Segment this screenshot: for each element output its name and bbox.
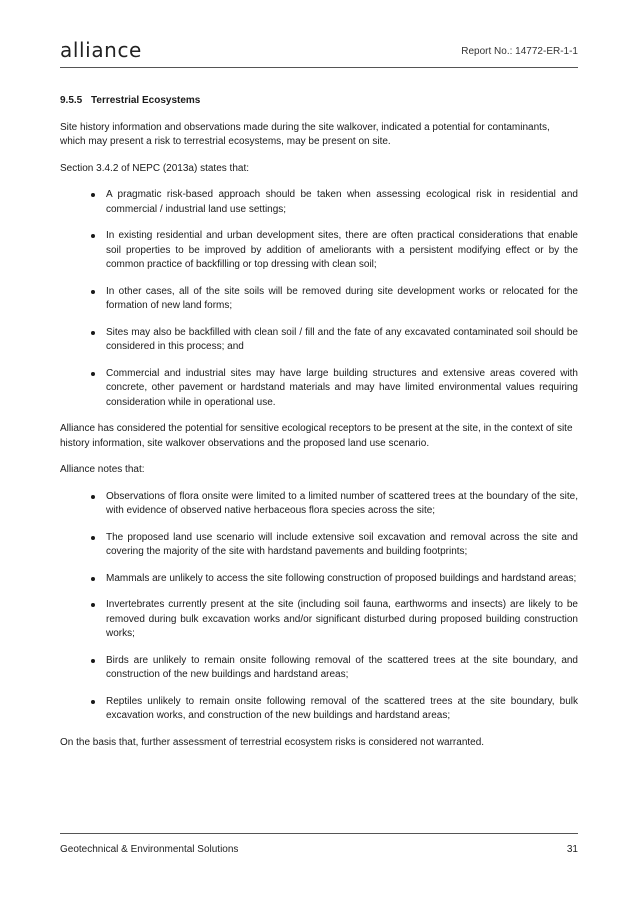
list-item: In other cases, all of the site soils will be removed during site development works or relocated for the formation of new land forms; xyxy=(106,285,578,314)
alliance-logo: alliance xyxy=(60,38,142,62)
nepc-bullet-list xyxy=(60,188,578,410)
section-heading xyxy=(60,94,578,109)
nepc-paragraph: Section 3.4.2 of NEPC (2013a) states that: xyxy=(60,162,249,174)
list-item: Birds are unlikely to remain onsite following removal of the scattered trees at the site boundary, and construction of the new buildings and hardstand areas; xyxy=(106,654,578,683)
list-item: Sites may also be backfilled with clean soil / fill and the fate of any excavated contaminated soil should be considered in this process; and xyxy=(106,326,578,355)
conclusion-paragraph: On the basis that, further assessment of terrestrial ecosystem risks is considered not warranted. xyxy=(60,736,485,748)
list-item: The proposed land use scenario will include extensive soil excavation and removal across the site and covering the majority of the site with hardstand pavements and building footprints; xyxy=(106,531,578,560)
notes-paragraph: Alliance notes that: xyxy=(60,464,145,475)
section-title: Terrestrial Ecosystems xyxy=(91,95,201,106)
list-item: A pragmatic risk-based approach should be taken when assessing ecological risk in residential and commercial / industrial land use settings; xyxy=(106,188,578,217)
list-item: Commercial and industrial sites may have large building structures and extensive areas covered with concrete, other pavement or hardstand materials and may have limited environmental values requiring consideration while in operational use. xyxy=(106,367,578,411)
list-item: Invertebrates currently present at the site (including soil fauna, earthworms and insects) are likely to be removed during bulk excavation works and/or significant disturbed during proposed building construction works; xyxy=(106,598,578,642)
intro-paragraph: Site history information and observations made during the site walkover, indicated a potential for contaminants, which may present a risk to terrestrial ecosystems, may be present on site. xyxy=(60,121,550,147)
considered-paragraph: Alliance has considered the potential for sensitive ecological receptors to be present at the site, in the context of site history information, site walkover observations and the proposed land use scenario. xyxy=(60,423,573,449)
footer-divider xyxy=(60,833,578,834)
list-item: Reptiles unlikely to remain onsite following removal of the scattered trees at the site boundary, bulk excavation works, and construction of the new buildings and hardstand areas; xyxy=(106,695,578,724)
report-number: Report No.: 14772-ER-1-1 xyxy=(461,46,578,57)
section-number: 9.5.5 xyxy=(60,95,83,106)
header-divider xyxy=(60,67,578,68)
alliance-bullet-list xyxy=(60,490,578,724)
page-header xyxy=(60,38,578,68)
page-content xyxy=(60,94,578,762)
page-number: 31 xyxy=(566,844,578,855)
list-item: Mammals are unlikely to access the site following construction of proposed buildings and hardstand areas; xyxy=(106,572,578,587)
list-item: In existing residential and urban development sites, there are often practical considerations that enable soil properties to be improved by addition of ameliorants with a persistent modifying effect or by the common practice of backfilling or top dressing with clean soil; xyxy=(106,229,578,273)
list-item: Observations of flora onsite were limited to a limited number of scattered trees at the boundary of the site, with evidence of observed native herbaceous flora species across the site; xyxy=(106,490,578,519)
footer-company: Geotechnical & Environmental Solutions xyxy=(60,844,239,855)
